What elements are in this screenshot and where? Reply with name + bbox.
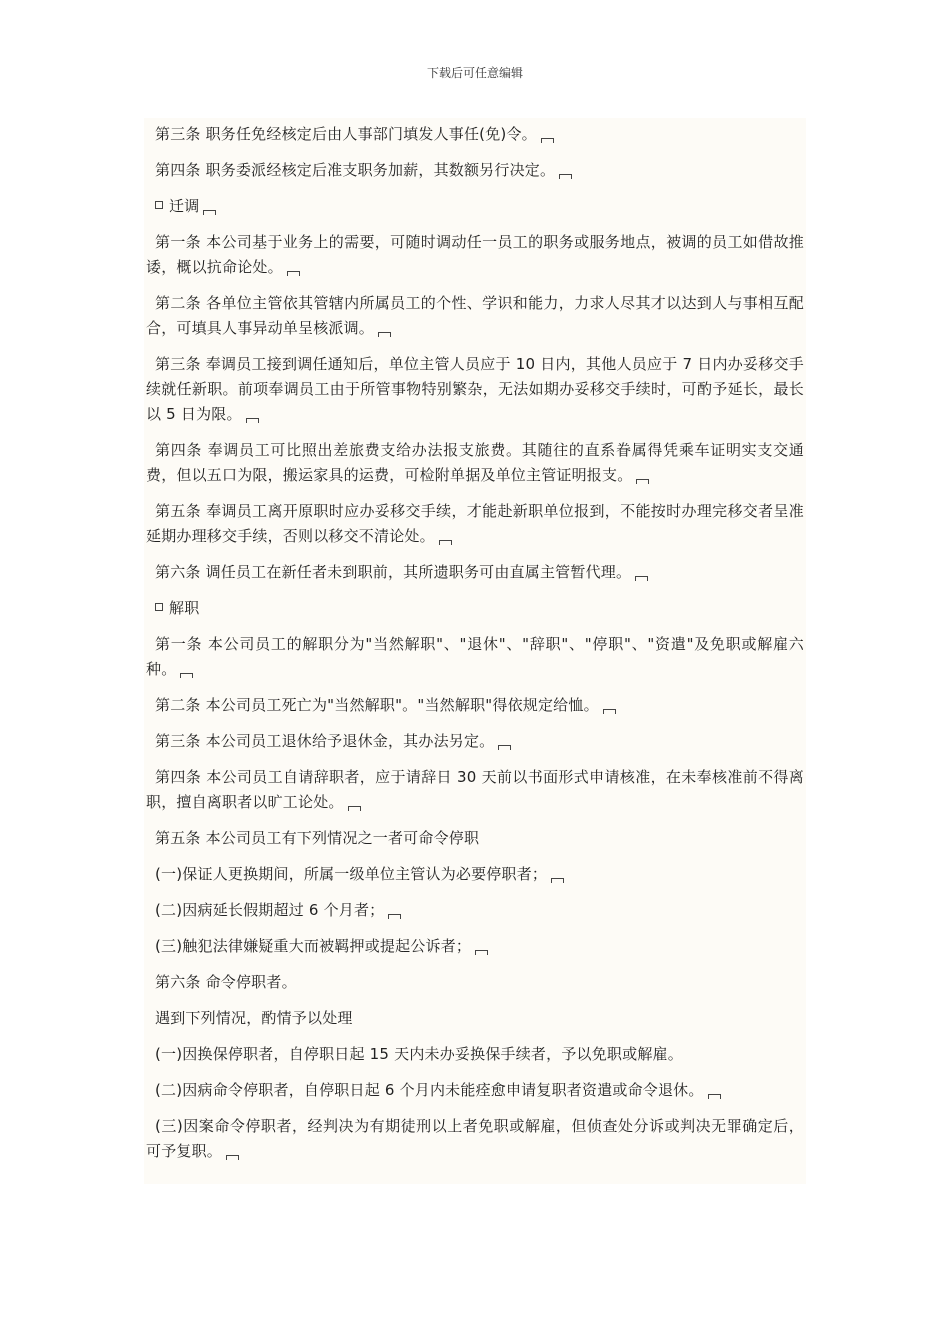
paragraph-mark-icon [636,479,649,484]
paragraph-text: 迁调 [169,197,200,215]
paragraph-mark-icon [603,709,616,714]
paragraph-text: 第四条 职务委派经核定后准支职务加薪，其数额另行决定。 [155,161,556,179]
paragraph [146,1078,804,1103]
paragraph [146,499,804,549]
paragraph [146,1006,804,1031]
paragraph-mark-icon [559,174,572,179]
paragraph-text: 第五条 本公司员工有下列情况之一者可命令停职 [155,829,480,847]
paragraph-text: (一)因换保停职者，自停职日起 15 天内未办妥换保手续者，予以免职或解雇。 [155,1045,683,1063]
paragraph-text: 第六条 调任员工在新任者未到职前，其所遗职务可由直属主管暂代理。 [155,563,632,581]
paragraph-text: 第二条 各单位主管依其管辖内所属员工的个性、学识和能力，力求人尽其才以达到人与事相互配合，可填具人事异动单呈核派调。 [146,294,804,337]
paragraph-text: (一)保证人更换期间，所属一级单位主管认为必要停职者； [155,865,548,883]
paragraph [146,898,804,923]
paragraph [146,765,804,815]
page-header-note: 下载后可任意编辑 [426,66,523,80]
section-heading [146,194,804,219]
paragraph-text: (三)触犯法律嫌疑重大而被羁押或提起公诉者； [155,937,472,955]
paragraph [146,291,804,341]
paragraph-mark-icon [378,332,391,337]
paragraph-mark-icon [388,914,401,919]
paragraph-text: 第三条 职务任免经核定后由人事部门填发人事任(免)令。 [155,125,537,143]
paragraph [146,970,804,995]
paragraph [146,934,804,959]
paragraph-mark-icon [287,271,300,276]
paragraph [146,122,804,147]
paragraph-text: 第二条 本公司员工死亡为"当然解职"。"当然解职"得依规定给恤。 [155,696,599,714]
paragraph [146,158,804,183]
paragraph-mark-icon [439,540,452,545]
paragraph-text: (三)因案命令停职者，经判决为有期徒刑以上者免职或解雇，但侦查处分诉或判决无罪确定后，可予复职。 [146,1117,804,1160]
paragraph-mark-icon [246,418,259,423]
paragraph-text: 解职 [169,599,200,617]
paragraph [146,230,804,280]
paragraph-text: (二)因病延长假期超过 6 个月者； [155,901,385,919]
paragraph-text: 第一条 本公司员工的解职分为"当然解职"、"退休"、"辞职"、"停职"、"资遣"及免职或解雇六种。 [146,635,804,678]
paragraph [146,693,804,718]
paragraph [146,560,804,585]
square-bullet-icon [155,603,163,611]
paragraph-text: 第一条 本公司基于业务上的需要，可随时调动任一员工的职务或服务地点，被调的员工如借故推诿，概以抗命论处。 [146,233,804,276]
paragraph [146,352,804,427]
paragraph-text: 第六条 命令停职者。 [155,973,297,991]
paragraph [146,729,804,754]
paragraph-mark-icon [498,745,511,750]
paragraph [146,826,804,851]
paragraph-mark-icon [541,138,554,143]
paragraph-mark-icon [203,210,216,215]
paragraph-text: (二)因病命令停职者，自停职日起 6 个月内未能痊愈申请复职者资遣或命令退休。 [155,1081,704,1099]
document-body [144,118,806,1184]
paragraph [146,1114,804,1164]
paragraph-text: 第三条 本公司员工退休给予退休金，其办法另定。 [155,732,495,750]
paragraph-mark-icon [226,1155,239,1160]
section-heading [146,596,804,621]
square-bullet-icon [155,201,163,209]
paragraph [146,632,804,682]
paragraph-text: 第三条 奉调员工接到调任通知后，单位主管人员应于 10 日内，其他人员应于 7 日内办妥移交手续就任新职。前项奉调员工由于所管事物特别繁杂，无法如期办妥移交手续时，可酌予延长，最长以 5 日为限。 [146,355,804,423]
paragraph-text: 第四条 奉调员工可比照出差旅费支给办法报支旅费。其随往的直系眷属得凭乘车证明实支交通费，但以五口为限，搬运家具的运费，可检附单据及单位主管证明报支。 [146,441,804,484]
paragraph-mark-icon [708,1094,721,1099]
paragraph [146,862,804,887]
paragraph [146,1042,804,1067]
paragraph-text: 第五条 奉调员工离开原职时应办妥移交手续，才能赴新职单位报到，不能按时办理完移交者呈准延期办理移交手续，否则以移交不清论处。 [146,502,804,545]
paragraph-mark-icon [635,576,648,581]
paragraph [146,438,804,488]
paragraph-mark-icon [180,673,193,678]
paragraph-text: 第四条 本公司员工自请辞职者，应于请辞日 30 天前以书面形式申请核准，在未奉核准前不得离职，擅自离职者以旷工论处。 [146,768,804,811]
paragraph-mark-icon [475,950,488,955]
paragraph-mark-icon [348,806,361,811]
paragraph-text: 遇到下列情况，酌情予以处理 [155,1009,353,1027]
paragraph-mark-icon [551,878,564,883]
